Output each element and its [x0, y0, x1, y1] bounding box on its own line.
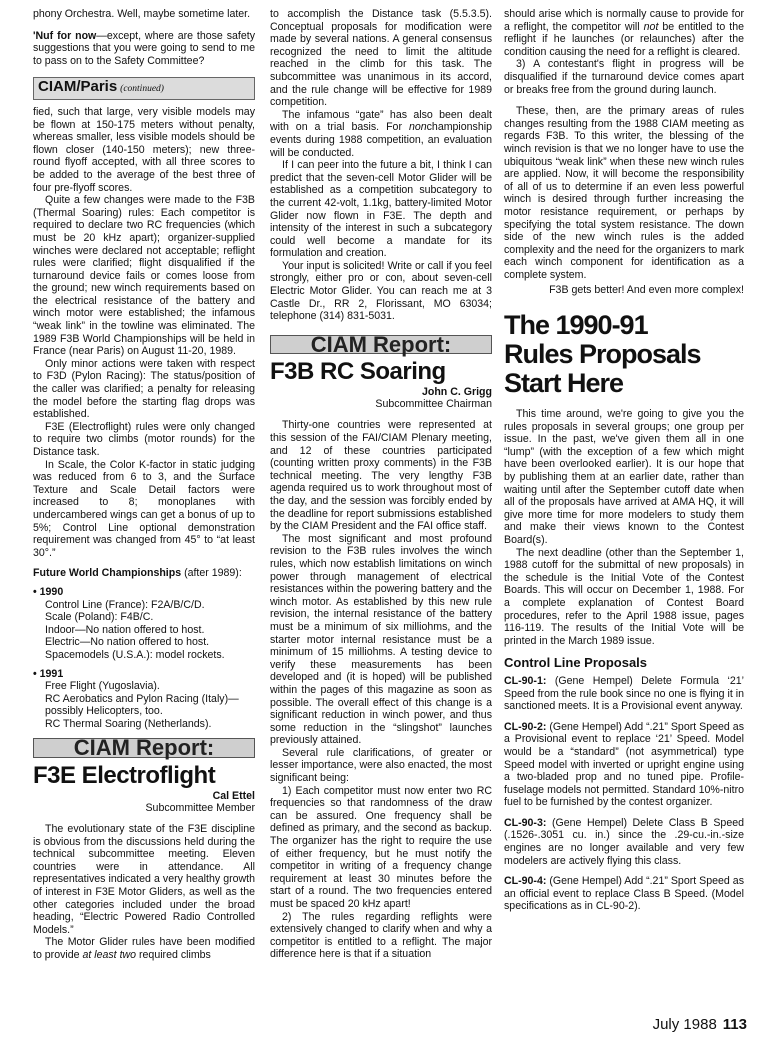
paragraph: F3E (Electroflight) rules were only changed to require two climbs (motor rounds) for the Distance task.: [33, 420, 255, 458]
paragraph: to accomplish the Distance task (5.5.3.5). Conceptual proposals for modification were made by several nations. A general consensus recognized the need to limit the altitude reached in the climb for this task. The subcommittee was unanimous in its accord, and the rule change will be effective for 1989 competition.: [270, 8, 492, 109]
paragraph: Only minor actions were taken with respect to F3D (Pylon Racing): The status/position of the caller was clarified; a penalty for releasing the model before the starting flag drops was established.: [33, 357, 255, 421]
proposal-id: CL-90-2:: [504, 720, 547, 733]
byline: [33, 790, 255, 814]
proposal-item: [504, 875, 744, 913]
paragraph: 3) A contestant's flight in progress will be disqualified if the turnaround device comes apart or breaks free from the ground during launch.: [504, 58, 744, 96]
paragraph: This time around, we're going to give you the rules proposals in several groups; one group per issue. In the past, we've given them all in one “lump” (with the exception of a few which might have been overlooked earlier). It is our hope that by publishing them at an earlier date, rather than waiting until after the September cutoff date when all of the proposals have arrived at AMA HQ, it will give more time for more modelers to study them and make their views known to the Contest Board(s).: [504, 408, 744, 546]
paragraph: Several rule clarifications, of greater or lesser importance, were also enacted, the most significant being:: [270, 746, 492, 785]
paragraph: These, then, are the primary areas of rules changes resulting from the 1988 CIAM meeting as regards F3B. To this writer, the blessing of the winch revision is that we no longer have to use the ubiquitous “weak link” when these new winch rules are applied. Now, it will become the responsibility of all of us to determine if an even less powerful winch is desired through further increasing the motor resistance requirement, or perhaps by specifying the total system resistance. The down side of the new winch rules is the added complexity and the need for the organizers to mark each winch component for identification as a complete system.: [504, 105, 744, 281]
paragraph: [33, 936, 255, 961]
paragraph: The evolutionary state of the F3E discipline is obvious from the discussions held during the technical subcommittee meeting. Eleven countries were in attendance. All representatives indicated a very healthy growth of interest in F3E Motor Gliders, as well as the other categories included under the broad heading, “Electric Powered Radio Controlled Models.”: [33, 823, 255, 936]
future-championships-heading: [33, 567, 255, 580]
proposal-text: (Gene Hempel) Delete Class B Speed (.1526-.3051 cu. in.) since the .29-cu.-in.-size engines are no longer available and very few modelers are actively flying this class.: [504, 816, 744, 867]
paragraph: In Scale, the Color K-factor in static judging was reduced from 6 to 3, and the Surface Texture and Scale Detail factors were increased to 8; monoplanes with undercambered wings can get a bonus of up to 5%; Control Line optional demonstration requirement was changed from 45° to “at least 30°.”: [33, 458, 255, 559]
paragraph-text: required climbs: [136, 949, 211, 961]
paragraph: Your input is solicited! Write or call if you feel strongly, either pro or con, about seven-cell Electric Motor Glider. You can reach me at 3 Castle Dr., RR 2, Florissant, MO 63034; telephone (314) 831-5031.: [270, 259, 492, 323]
event-item: Scale (Poland): F4B/C.: [45, 611, 154, 624]
proposal-text: (Gene Hempel) Delete Formula ‘21’ Speed from the rule book since no one is flying it in sanctioned meets. It is a Provisional event anyway.: [504, 674, 744, 713]
paragraph: fied, such that large, very visible models may be flown at 150-175 meters without penalty, whereas smaller, less visible models should be flown closer (140-150 meters); new three-round flyoff accepted, with all three scores to be added to the average of the best three of four pre-flyoff scores.: [33, 105, 255, 194]
paragraph: The most significant and most profound revision to the F3B rules involves the winch rules, which now establish limitations on winch power through management of electrical resistances within the powering battery and the winch motor. As established by this new rule revision, the internal resistance of the battery must be a minimum of six milliohms, and the starter motor internal resistance must be a minimum of 15 milliohms. A testing device to verify these measurements has been developed and (it is hoped) will be published within the pages of this magazine as soon as possible. The overall effect of this change is a significant reduction in winch power, and thus some reduction in the “slingshot” launches previously attained.: [270, 532, 492, 747]
heading-suffix: (after 1989):: [181, 567, 242, 580]
section-banner-ciam-paris: [33, 77, 255, 100]
ciam-report-banner: CIAM Report:: [33, 738, 255, 758]
paragraph-text: be entitled to the reflight if he launches (or relaunches) after the condition causing the need for a reflight is cleared.: [504, 20, 744, 58]
event-item: Spacemodels (U.S.A.): model rockets.: [45, 648, 225, 661]
event-item: Free Flight (Yugoslavia).: [45, 680, 160, 693]
title-line: The 1990-91: [504, 310, 648, 341]
heading-text: Future World Championships: [33, 567, 182, 580]
paragraph-text: —except, where are those safety suggestions that you were going to send to me to pass on to the Safety Committee?: [33, 29, 255, 67]
paragraph: Thirty-one countries were represented at this session of the FAI/CIAM Plenary meeting, and 12 of these countries participated (counting written proxy comments) in the F3B technical meeting. The very lengthy F3B agenda required us to work throughout most of the day, and the session was forcibly ended by the deadline for report submissions established by the CIAM President and the FAI office staff.: [270, 419, 492, 533]
control-line-proposals-heading: Control Line Proposals: [504, 655, 648, 671]
paragraph: 1) Each competitor must now enter two RC frequencies so that randomness of the draw can be assured. One frequency shall be defined as primary, and the second as backup. The organizer has the right to require the use of either frequency, but he must notify the competitor in writing of a frequency change requirement at least 30 minutes before the start of a round. The two frequencies entered must be spaced 20 kHz apart!: [270, 784, 492, 910]
paragraph: The next deadline (other than the September 1, 1988 cutoff for the submittal of new proposals) in the schedule is the Initial Vote of the Contest Boards. This will occur on December 1, 1988. For a complete explanation of Contest Board procedures, refer to the April 1988 issue, pages 116-119. The results of the Initial Vote will be printed in the March 1989 issue.: [504, 546, 744, 647]
event-item: Indoor—No nation offered to host.: [45, 623, 205, 636]
byline: [270, 386, 492, 410]
paragraph: [504, 8, 744, 58]
title-line: Start Here: [504, 368, 624, 399]
paragraph: Quite a few changes were made to the F3B (Thermal Soaring) rules: Each competitor is required to declare two RC frequencies (which must be 20 kHz apart); organizer-supplied winches were declared not acceptable; reflight rules were clarified; flight disqualified if the turnaround device fails or comes loose from the ground; new winch requirements based on the electrical resistance of the battery and winch motor were established; the infamous “weak link” in the towline was eliminated. The 1989 F3B World Championships will be held in France (near Paris) on August 11-20, 1989.: [33, 194, 255, 358]
emphasis: not: [643, 20, 659, 33]
page-number: 113: [722, 1016, 747, 1033]
paragraph: If I can peer into the future a bit, I think I can predict that the seven-cell Motor Glider will be established as a competition subcategory to the current 42-volt, 1.1kg, battery-limited Motor Glider now flown in F3E. The depth and intensity of the interest in such a subcategory could well become a mandate for its formulation and creation.: [270, 159, 492, 260]
proposal-id: CL-90-3:: [504, 816, 547, 829]
event-item: RC Aerobatics and Pylon Racing (Italy)—possibly Helicopters, too.: [45, 692, 239, 718]
proposal-id: CL-90-4:: [504, 875, 547, 888]
paragraph: [33, 30, 255, 68]
column-1: [33, 8, 255, 962]
year-1990: • 1990: [33, 585, 64, 598]
paragraph-text: should arise which is normally cause to provide for a reflight, the competitor will: [504, 8, 744, 33]
closing-line: F3B gets better! And even more complex!: [549, 284, 744, 297]
paragraph-text: The Motor Glider rules have been modified to provide: [33, 936, 255, 961]
issue-date: July 1988: [652, 1016, 717, 1033]
author-name: Cal Ettel: [212, 790, 255, 803]
proposal-item: [504, 721, 744, 809]
proposal-item: [504, 817, 744, 867]
proposal-text: (Gene Hempel) Add “.21” Sport Speed as an official event to replace Class B Speed. (Model specifications as in CL-90-2).: [504, 875, 744, 913]
event-item: Electric—No nation offered to host.: [45, 636, 210, 649]
event-item: Control Line (France): F2A/B/C/D.: [45, 598, 205, 611]
article-title-f3b: F3B RC Soaring: [270, 358, 446, 386]
proposal-item: [504, 675, 744, 713]
paragraph: phony Orchestra. Well, maybe sometime later.: [33, 8, 251, 20]
paragraph-text: championship events during 1988 competition, an evaluation will be conducted.: [270, 121, 492, 159]
column-3: [504, 8, 744, 913]
proposal-id: CL-90-1:: [504, 674, 547, 687]
events-1990: [33, 599, 255, 662]
ciam-report-banner: CIAM Report:: [270, 335, 492, 355]
emphasis: at least two: [82, 949, 137, 961]
author-role: Subcommittee Member: [145, 802, 255, 815]
author-role: Subcommittee Chairman: [375, 398, 492, 411]
year-1991: • 1991: [33, 667, 64, 680]
banner-subtitle: (continued): [120, 84, 164, 95]
events-1991: [33, 680, 255, 730]
page-footer: [653, 1016, 747, 1033]
paragraph: [270, 109, 492, 159]
event-item: RC Thermal Soaring (Netherlands).: [45, 717, 212, 730]
article-title-f3e: F3E Electroflight: [33, 762, 216, 790]
paragraph: 2) The rules regarding reflights were extensively changed to clarify when and why a competitor is entitled to a reflight. The major difference here is that if a situation: [270, 910, 492, 961]
paragraph-text: The infamous “gate” has also been dealt with on a trial basis. For: [270, 108, 492, 134]
title-line: Rules Proposals: [504, 339, 701, 370]
article-title-rules-proposals: [504, 311, 744, 398]
column-2: [270, 8, 492, 961]
run-in-head: 'Nuf for now: [33, 29, 97, 42]
author-name: John C. Grigg: [421, 386, 492, 399]
emphasis: non: [408, 121, 427, 134]
proposal-text: (Gene Hempel) Add “.21” Sport Speed as a Provisional event to replace ‘21’ Speed. Model would be a “standard” (not asymmetrical) type Speed model with inverted or upright engine using a two-bladed prop and no tuned pipe. Profile-fuselage models not permitted. Standard 10%-nitro fuel to be furnished by the contest organizer.: [504, 720, 744, 809]
banner-title: CIAM/Paris: [38, 78, 118, 96]
